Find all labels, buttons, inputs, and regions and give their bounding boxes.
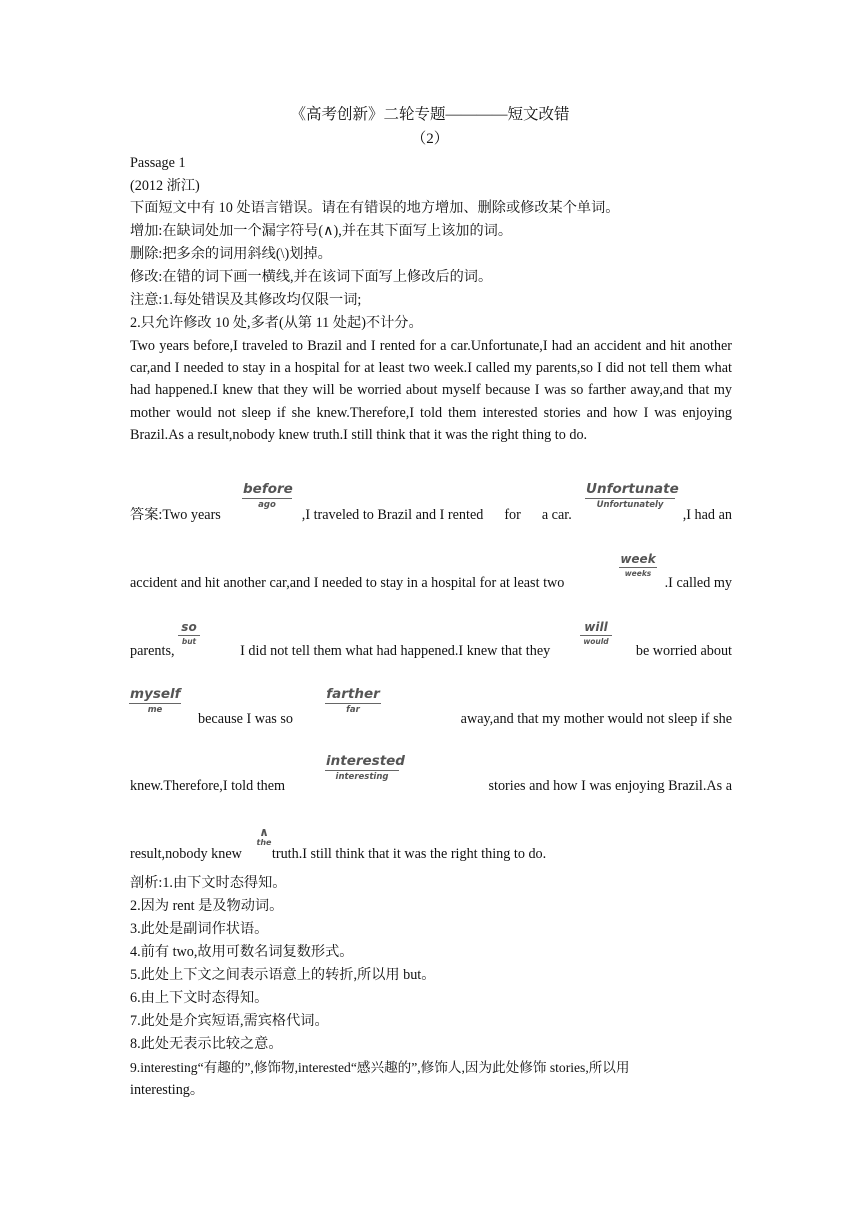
answer-text: for	[504, 507, 521, 523]
analysis-line: 4.前有 two,故用可数名词复数形式。	[130, 944, 354, 960]
answer-text: accident and hit another car,and I needed to stay in a hospital for at least two	[130, 575, 565, 591]
answer-text: parents,	[130, 643, 175, 659]
answer-text: 答案:Two years	[130, 507, 221, 523]
answer-text: knew.Therefore,I told them	[130, 778, 286, 794]
passage-label: Passage 1	[130, 155, 186, 171]
answer-line-5	[130, 776, 732, 796]
instruction-line: 修改:在错的词下画一横线,并在该词下面写上修改后的词。	[130, 269, 493, 285]
answer-text: a car.	[541, 507, 572, 523]
correction-mark: will would	[580, 620, 612, 647]
correction-mark: interested interesting	[326, 753, 405, 782]
analysis-line: 9.interesting“有趣的”,修饰物,interested“感兴趣的”,修饰人,因为此处修饰 stories,所以用	[130, 1060, 630, 1075]
instruction-line: 增加:在缺词处加一个漏字符号(∧),并在其下面写上该加的词。	[130, 223, 513, 239]
passage-text: Two years before,I traveled to Brazil and I rented for a car.Unfortunate,I had an accident and hit another car,and I needed to stay in a hospital for at least two week.I called my parents,so I did not tell them what had happened.I knew that they will be worried about myself because I was so farther away,and that my mother would not sleep if she knew.Therefore,I told them interested stories and how I was enjoying Brazil.As a result,nobody knew truth.I still think that it was the right thing to do.	[130, 338, 732, 443]
instruction-line: 删除:把多余的词用斜线(\)划掉。	[130, 246, 332, 262]
answer-text: because I was so	[198, 711, 293, 727]
correction-mark: week weeks	[620, 552, 656, 578]
correction-mark: so but	[178, 620, 200, 647]
page-title: 《高考创新》二轮专题————短文改错	[290, 106, 570, 123]
answer-text: result,nobody knew	[130, 846, 242, 862]
answer-text: truth.I still think that it was the right thing to do.	[271, 846, 547, 862]
analysis-line: 8.此处无表示比较之意。	[130, 1036, 283, 1052]
analysis-line: 3.此处是副词作状语。	[130, 921, 269, 937]
page-subtitle: （2）	[411, 131, 449, 147]
answer-text: away,and that my mother would not sleep if she	[460, 711, 732, 727]
answer-text: ,I traveled to Brazil and I rented	[301, 507, 484, 523]
answer-line-4	[130, 709, 732, 729]
answer-text: ,I had an	[682, 507, 732, 523]
analysis-line: interesting。	[130, 1082, 205, 1098]
answer-text: I did not tell them what had happened.I knew that they	[240, 643, 551, 659]
correction-mark: before ago	[243, 481, 293, 510]
source-label: (2012 浙江)	[130, 178, 200, 194]
instruction-line: 2.只允许修改 10 处,多者(从第 11 处起)不计分。	[130, 315, 423, 331]
answer-text: be worried about	[635, 643, 732, 659]
analysis-line: 2.因为 rent 是及物动词。	[130, 898, 284, 914]
analysis-line: 5.此处上下文之间表示语意上的转折,所以用 but。	[130, 967, 436, 983]
analysis-line: 6.由上下文时态得知。	[130, 990, 269, 1006]
analysis-line: 剖析:1.由下文时态得知。	[130, 875, 287, 891]
answer-text: .I called my	[664, 575, 732, 591]
correction-mark: Unfortunate Unfortunately	[586, 481, 679, 510]
correction-mark: myself me	[130, 686, 181, 715]
correction-mark: farther far	[326, 686, 380, 715]
insertion-mark: ∧ the	[256, 825, 272, 847]
answer-text: stories and how I was enjoying Brazil.As a	[488, 778, 732, 794]
answer-line-3	[130, 641, 732, 661]
instruction-line: 下面短文中有 10 处语言错误。请在有错误的地方增加、删除或修改某个单词。	[130, 200, 620, 216]
analysis-line: 7.此处是介宾短语,需宾格代词。	[130, 1013, 329, 1029]
instruction-line: 注意:1.每处错误及其修改均仅限一词;	[130, 292, 362, 308]
answer-line-6	[130, 844, 732, 864]
